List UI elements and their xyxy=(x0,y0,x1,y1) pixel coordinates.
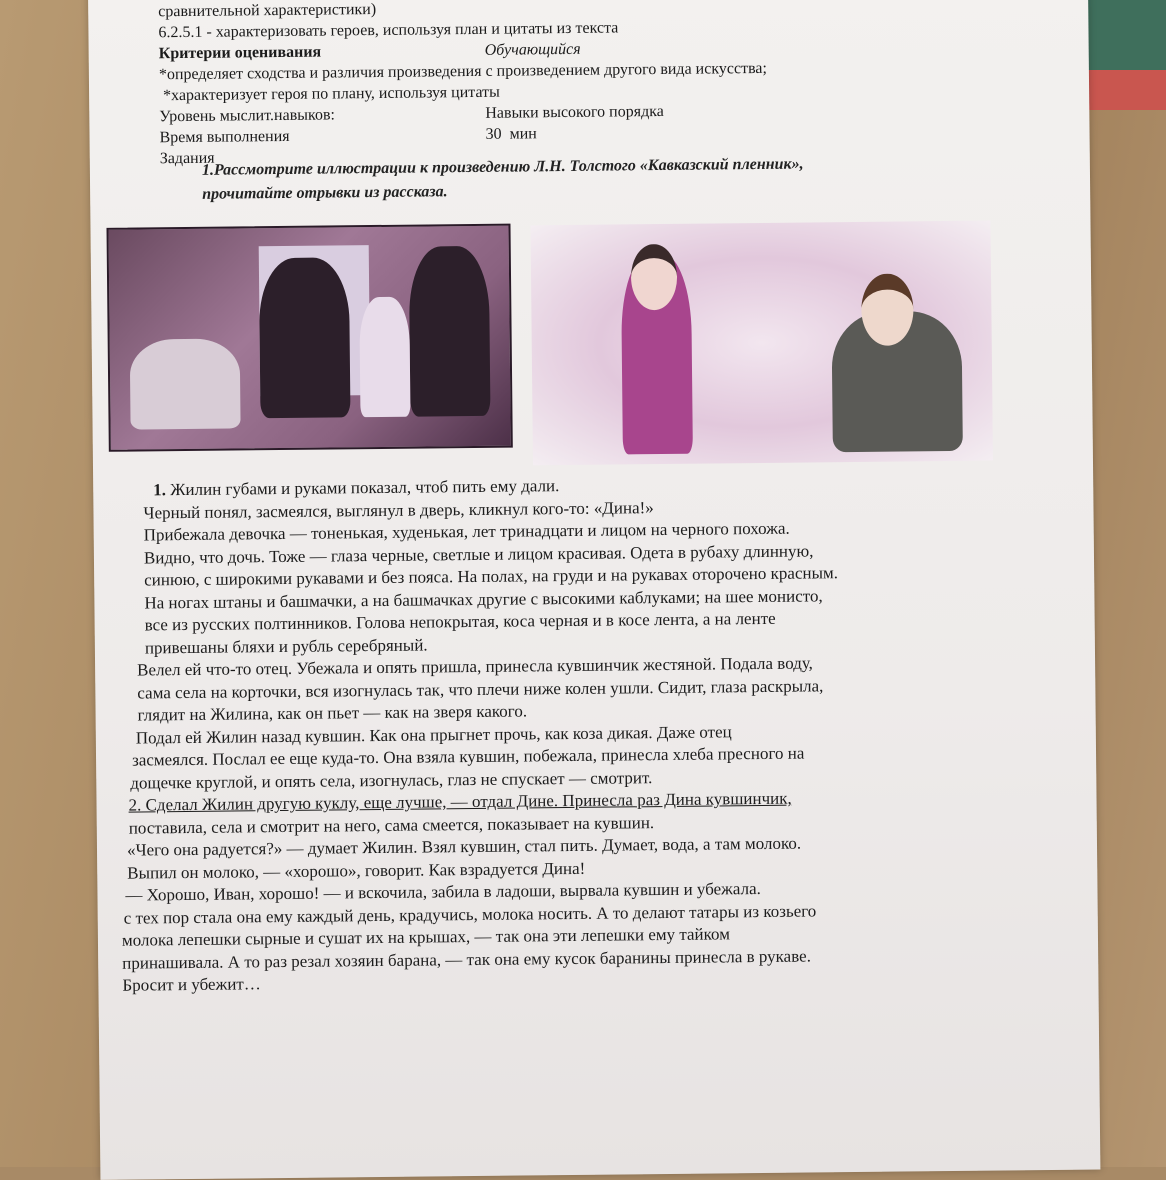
text-line: синюю, с широкими рукавами и без пояса. На полах, на груди и на рукавах оторочено красным. xyxy=(144,563,839,590)
illustration-right xyxy=(530,221,992,466)
tasks-label: Задания xyxy=(159,149,215,168)
task-line-2: прочитайте отрывки из рассказа. xyxy=(202,183,448,203)
text-line: — Хорошо, Иван, хорошо! — и вскочила, забила в ладоши, вырвала кувшин и убежала. xyxy=(125,879,761,905)
text-line: принашивала. А то раз резал хозяин барана, — так она ему кусок баранины принесла в рукаве. xyxy=(122,945,811,973)
illustration-figure xyxy=(359,297,410,418)
level-label: Уровень мыслит.навыков: xyxy=(159,106,336,126)
text-line: Видно, что дочь. Тоже — глаза черные, светлые и лицом красивая. Одета в рубаху длинную, xyxy=(143,540,814,567)
story-excerpts xyxy=(117,471,1002,998)
text-line: с тех пор стала она ему каждый день, крадучись, молока носить. А то делают татары из козьего xyxy=(123,900,817,928)
text-line: Выпил он молоко, — «хорошо», говорит. Как взрадуется Дина! xyxy=(127,858,586,883)
illustration-figure xyxy=(130,338,241,429)
text-line: привешаны бляхи и рубль серебряный. xyxy=(144,634,428,657)
task-instruction xyxy=(202,151,942,207)
criteria-item-1: *определяет сходства и различия произведения с произведением другого вида искусства; xyxy=(158,59,768,84)
objective-line: 6.2.5.1 - характеризовать героев, используя план и цитаты из текста xyxy=(158,19,619,42)
text-line: молока лепешки сырные и сушат их на крышах, — так она эти лепешки ему тайком xyxy=(121,924,731,950)
text-line: Бросит и убежит… xyxy=(122,974,261,995)
text-line: «Чего она радуется?» — думает Жилин. Взял кувшин, стал пить. Думает, вода, а там молоко. xyxy=(126,833,802,860)
header-line-0: сравнительной характеристики) xyxy=(158,0,377,21)
text-span: Жилин губами и руками показал, чтоб пить ему дали. xyxy=(165,476,560,500)
illustration-figure xyxy=(259,257,351,418)
text-line: Прибежала девочка — тоненькая, худенькая, лет тринадцати и лицом на черного похожа. xyxy=(143,518,790,545)
worksheet-header xyxy=(158,0,920,169)
text-line: Подал ей Жилин назад кувшин. Как она прыгнет прочь, как коза дикая. Даже отец xyxy=(135,721,732,748)
text-line: засмеялся. Послал ее еще куда-то. Она взяла кувшин, побежала, принесла хлеба пресного на xyxy=(131,743,805,770)
text-line: глядит на Жилина, как он пьет — как на зверя какого. xyxy=(137,701,528,725)
level-value: Навыки высокого порядка xyxy=(485,102,664,122)
criteria-value: Обучающийся xyxy=(484,40,581,59)
time-label: Время выполнения xyxy=(159,127,290,147)
illustration-figure xyxy=(409,246,491,417)
criteria-item-2: *характеризует героя по плану, используя цитаты xyxy=(159,83,500,105)
text-line: все из русских полтинников. Голова непокрытая, коса черная и в косе лента, а на ленте xyxy=(144,608,776,635)
illustration-man-head xyxy=(861,273,914,346)
excerpt-number: 1. xyxy=(153,480,167,500)
text-line: На ногах штаны и башмачки, а на башмачках другие с высокими каблуками; на шее монисто, xyxy=(144,585,823,612)
text-line: 2. Сделал Жилин другую куклу, еще лучше, — отдал Дине. Принесла раз Дина кувшинчик, xyxy=(128,788,792,815)
text-line: сама села на корточки, вся изогнулась так, что плечи ниже колен ушли. Сидит, глаза раскрыла, xyxy=(137,675,824,703)
worksheet-paper xyxy=(88,0,1100,1180)
text-line: поставила, села и смотрит на него, сама смеется, показывает на кувшин. xyxy=(128,812,655,838)
illustration-left xyxy=(106,224,512,452)
time-value: 30 мин xyxy=(485,125,537,143)
text-line: Велел ей что-то отец. Убежала и опять пришла, принесла кувшинчик жестяной. Подала воду, xyxy=(137,653,813,680)
illustration-girl-head xyxy=(631,244,678,310)
text-line: Черный понял, засмеялся, выглянул в дверь, кликнул кого-то: «Дина!» xyxy=(143,497,654,522)
task-line-1: 1.Рассмотрите иллюстрации к произведению Л.Н. Толстого «Кавказский пленник», xyxy=(201,155,804,179)
text-line: дощечке круглой, и опять села, изогнулась, глаз не спускает — смотрит. xyxy=(130,767,653,793)
criteria-label: Критерии оценивания xyxy=(158,43,322,63)
